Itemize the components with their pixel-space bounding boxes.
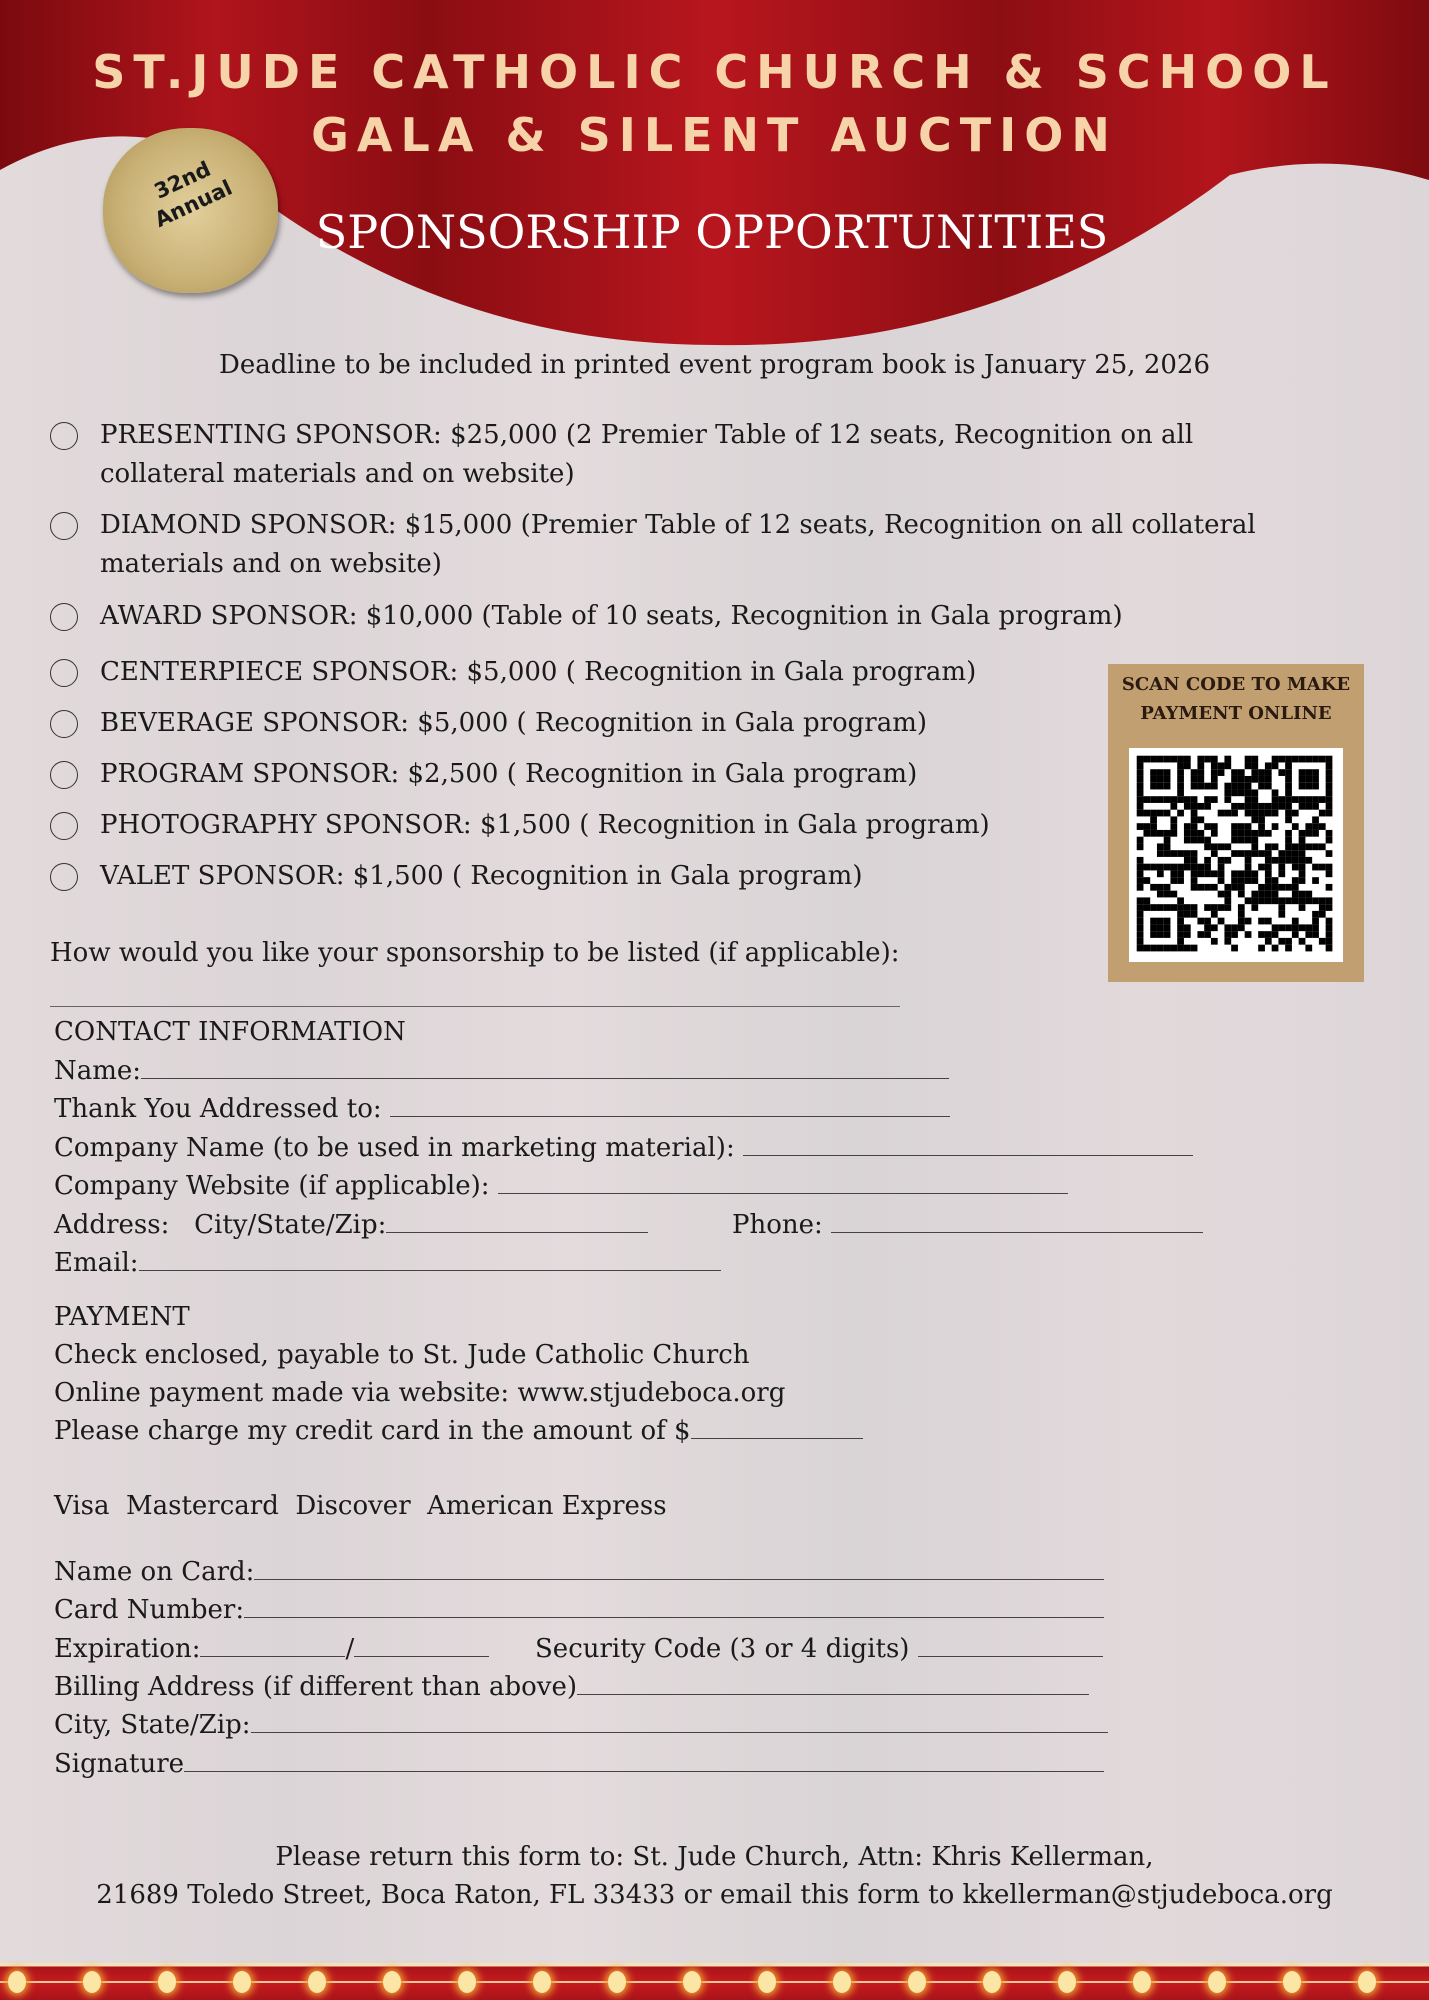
security-input[interactable] [918,1634,1103,1657]
title-line-1: ST.JUDE CATHOLIC CHURCH & SCHOOL [92,45,1337,99]
exp-slash: / [345,1634,355,1664]
name-on-card-label: Name on Card: [54,1557,255,1587]
website-input[interactable] [498,1171,1068,1194]
exp-year-input[interactable] [354,1634,489,1657]
sponsor-radio[interactable] [50,812,78,840]
light-bulb [1208,1971,1226,1993]
sponsor-option [100,416,1300,494]
sponsor-text: PHOTOGRAPHY SPONSOR: $1,500 ( Recognition in Gala program) [100,810,990,840]
qr-code[interactable] [1129,748,1343,962]
sponsor-text: VALET SPONSOR: $1,500 ( Recognition in Gala program) [100,861,863,891]
exp-month-input[interactable] [200,1634,345,1657]
listing-question: How would you like your sponsorship to be listed (if applicable): [50,938,900,968]
city-input[interactable] [251,1710,1108,1733]
sponsor-text: DIAMOND SPONSOR: $15,000 (Premier Table of 12 seats, Recognition on all collateral [100,510,1256,540]
billing-label: Billing Address (if different than above) [54,1672,578,1702]
light-bulb [158,1971,176,1993]
light-bulb [233,1971,251,1993]
name-input[interactable] [141,1056,949,1079]
sponsor-text: AWARD SPONSOR: $10,000 (Table of 10 seats, Recognition in Gala program) [100,601,1123,631]
light-bulb [458,1971,476,1993]
signature-label: Signature [54,1749,185,1779]
light-bulb [833,1971,851,1993]
company-label: Company Name (to be used in marketing material): [54,1133,735,1163]
sponsor-text: PRESENTING SPONSOR: $25,000 (2 Premier Table of 12 seats, Recognition on all [100,420,1194,450]
deadline-text: Deadline to be included in printed event program book is January 25, 2026 [219,350,1210,380]
light-bulb [983,1971,1001,1993]
light-bulb [1358,1971,1376,1993]
email-input[interactable] [139,1248,721,1271]
sponsor-text-cont: collateral materials and on website) [100,459,575,489]
expiration-label: Expiration: [54,1634,201,1664]
sponsor-radio[interactable] [50,512,78,540]
sponsor-radio[interactable] [50,761,78,789]
name-label: Name: [54,1056,142,1086]
qr-label: SCAN CODE TO MAKE PAYMENT ONLINE [1121,674,1351,724]
sponsor-radio[interactable] [50,710,78,738]
sponsor-option [100,506,1300,584]
charge-amount-input[interactable] [691,1416,863,1439]
footer-line-2: 21689 Toledo Street, Boca Raton, FL 33433 or email this form to kkellerman@stjudeboca.org [96,1880,1333,1910]
light-bulb [533,1971,551,1993]
phone-input[interactable] [831,1210,1203,1233]
billing-input[interactable] [577,1672,1089,1695]
footer-line-1: Please return this form to: St. Jude Church, Attn: Khris Kellerman, [275,1842,1154,1872]
website-label: Company Website (if applicable): [54,1171,490,1201]
light-bulb [1058,1971,1076,1993]
sponsor-text-cont: materials and on website) [100,549,442,579]
sponsor-option [100,597,1300,636]
light-bulb [308,1971,326,1993]
sponsor-text: PROGRAM SPONSOR: $2,500 ( Recognition in Gala program) [100,759,918,789]
light-bulb [683,1971,701,1993]
light-bulb [1283,1971,1301,1993]
light-bulb [8,1971,26,1993]
address-label: Address: City/State/Zip: [54,1210,387,1240]
signature-input[interactable] [184,1749,1104,1772]
sponsor-text: BEVERAGE SPONSOR: $5,000 ( Recognition in Gala program) [100,708,928,738]
sponsor-radio[interactable] [50,603,78,631]
light-bulb [83,1971,101,1993]
qr-panel [1108,664,1364,982]
light-bulb [608,1971,626,1993]
card-types[interactable]: Visa Mastercard Discover American Express [54,1491,667,1521]
return-instructions [0,1838,1429,1914]
city-label: City, State/Zip: [54,1710,251,1740]
title-line-2: GALA & SILENT AUCTION [311,108,1118,162]
online-option[interactable]: Online payment made via website: www.stjudeboca.org [54,1378,786,1408]
sponsor-text: CENTERPIECE SPONSOR: $5,000 ( Recognition in Gala program) [100,657,977,687]
card-number-input[interactable] [244,1595,1104,1618]
anniversary-seal [103,128,278,293]
address-input[interactable] [386,1210,648,1233]
listing-input[interactable] [50,1006,900,1007]
light-bulb [908,1971,926,1993]
thank-you-input[interactable] [390,1094,950,1117]
charge-label: Please charge my credit card in the amount of $ [54,1416,691,1446]
light-bulb [1133,1971,1151,1993]
card-number-label: Card Number: [54,1595,245,1625]
sponsor-radio[interactable] [50,659,78,687]
payment-heading: PAYMENT [54,1302,190,1332]
seal-text: 32nd Annual [150,156,236,233]
light-bulb [383,1971,401,1993]
email-label: Email: [54,1248,139,1278]
contact-heading: CONTACT INFORMATION [54,1017,406,1047]
sponsor-radio[interactable] [50,863,78,891]
marquee-lights [0,1963,1429,2000]
thank-you-label: Thank You Addressed to: [54,1094,382,1124]
phone-label: Phone: [732,1210,823,1240]
subtitle-text: SPONSORSHIP OPPORTUNITIES [315,205,1109,259]
sponsor-radio[interactable] [50,422,78,450]
light-bulb [758,1971,776,1993]
company-input[interactable] [743,1133,1193,1156]
name-on-card-input[interactable] [254,1557,1104,1580]
security-label: Security Code (3 or 4 digits) [535,1634,910,1664]
check-option[interactable]: Check enclosed, payable to St. Jude Catholic Church [54,1340,750,1370]
